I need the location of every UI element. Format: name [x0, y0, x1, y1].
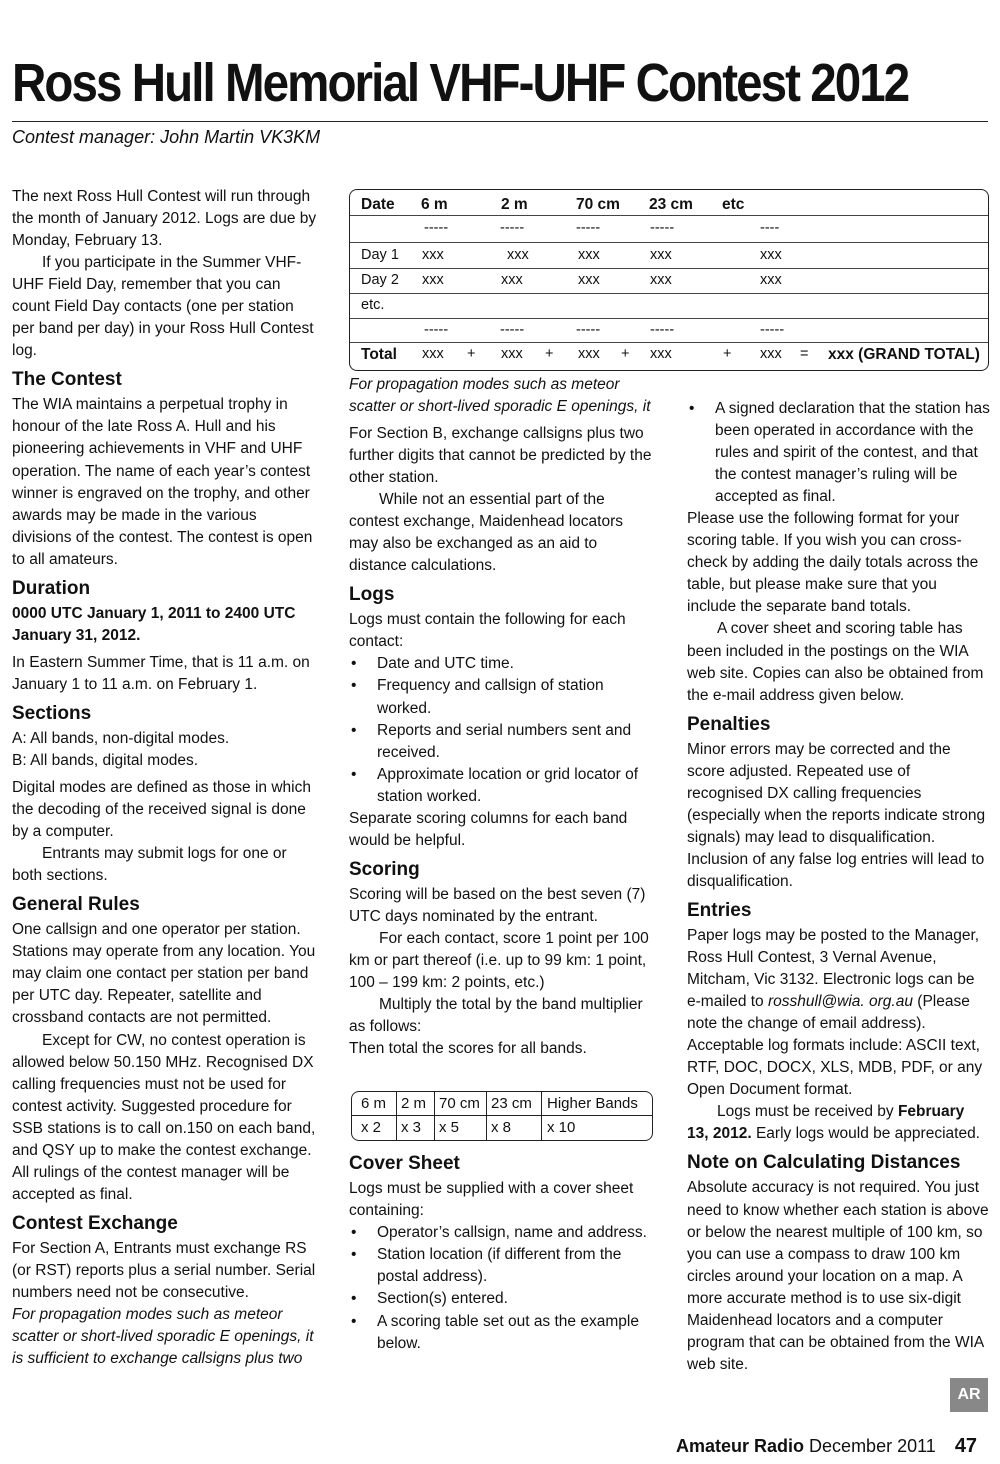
section-heading: Penalties — [687, 713, 771, 735]
equals-sign: = — [800, 346, 809, 362]
dash: ----- — [576, 220, 601, 236]
cell-value: xxx — [507, 247, 529, 263]
section-heading: General Rules — [12, 894, 140, 916]
body-paragraph: Please use the following format for your scoring table. If you wish you can cross-check by adding the daily totals across the table, but please make sure that you include the separate band totals. — [687, 510, 979, 616]
body-paragraph: Then total the scores for all bands. — [349, 1040, 587, 1058]
bullet-icon: • — [689, 400, 695, 417]
table-rule — [350, 215, 988, 216]
logs-list — [349, 653, 654, 807]
italic-paragraph-continued — [349, 374, 654, 418]
cell-value: xxx — [501, 272, 523, 288]
list-item-text: Station location (if different from the postal address). — [377, 1246, 622, 1286]
plus-sign: + — [467, 346, 476, 362]
list-item — [349, 764, 654, 808]
body-paragraph: For Section A, Entrants must exchange RS (or RST) reports plus a serial number. Serial numbers need not be consecutive. — [12, 1239, 316, 1301]
body-paragraph: Minor errors may be corrected and the score adjusted. Repeated use of recognised DX calling frequencies (especially when the reports indicate strong signals) may lead to disqualification. Inclusion of any false log entries will lead to disqualification. — [687, 740, 986, 890]
plus-sign: + — [545, 346, 554, 362]
list-item-text: Approximate location or grid locator of station worked. — [377, 765, 639, 805]
list-item-text: Operator’s callsign, name and address. — [377, 1224, 647, 1242]
issue-date: December 2011 — [809, 1436, 936, 1456]
column-2 — [349, 376, 654, 1355]
grand-total: xxx (GRAND TOTAL) — [828, 346, 980, 363]
body-paragraph: Absolute accuracy is not required. You just need to know whether each station is above or below the nearest multiple of 100 km, so you can use a compass to draw 100 km circles around your location on a map. A more accurate method is to use six-digit Maidenhead locators and a computer program that can be obtained from the WIA web site. — [687, 1179, 989, 1373]
table-divider — [541, 1092, 542, 1140]
body-paragraph: Scoring will be based on the best seven (7) UTC days nominated by the entrant. — [349, 885, 646, 925]
body-paragraph: In Eastern Summer Time, that is 11 a.m. on January 1 to 11 a.m. on February 1. — [12, 653, 310, 693]
scoring-table-example — [349, 189, 989, 371]
dash: ----- — [576, 322, 601, 338]
body-paragraph: Logs must be supplied with a cover sheet containing: — [349, 1180, 634, 1220]
band-header: 2 m — [401, 1095, 427, 1112]
cell-value: xxx — [422, 247, 444, 263]
score-table-row-total — [350, 344, 988, 368]
band-header: Higher Bands — [547, 1095, 638, 1112]
list-item — [349, 653, 654, 675]
dash: ----- — [424, 220, 449, 236]
list-item — [349, 1244, 654, 1288]
section-heading: Note on Calculating Distances — [687, 1152, 961, 1174]
article-subtitle: Contest manager: John Martin VK3KM — [12, 127, 321, 147]
section-heading: Cover Sheet — [349, 1153, 460, 1175]
score-table-row-day2 — [350, 270, 988, 294]
band-multiplier-table — [351, 1091, 653, 1141]
table-divider — [396, 1092, 397, 1140]
bullet-icon: • — [351, 1246, 357, 1264]
row-label: etc. — [361, 297, 385, 313]
bullet-icon: • — [351, 1224, 357, 1242]
body-paragraph: The WIA maintains a perpetual trophy in honour of the late Ross A. Hull and his pioneering achievements in VHF and UHF operation. The name of each year’s contest winner is engraved on the trophy, and other awards may be made in the various divisions of the contest. The contest is open to all amateurs. — [12, 396, 313, 568]
dash: ----- — [500, 322, 525, 338]
band-header: 6 m — [361, 1095, 387, 1112]
band-multiplier: x 10 — [547, 1119, 576, 1136]
cover-sheet-list — [349, 1222, 654, 1354]
table-rule — [350, 318, 988, 319]
header-date: Date — [361, 196, 395, 213]
entries-text: Paper logs may be posted to the Manager, Ross Hull Contest, 3 Vernal Avenue, Mitcham, Vic 3132. Electronic logs can be e-mailed to — [687, 926, 980, 1011]
table-divider — [486, 1092, 487, 1140]
bullet-icon: • — [351, 765, 357, 783]
list-item-text: Reports and serial numbers sent and received. — [377, 721, 632, 761]
dash-row — [350, 320, 988, 344]
cell-value: xxx — [650, 247, 672, 263]
dash: ---- — [760, 220, 780, 236]
list-item — [349, 675, 654, 719]
bullet-icon: • — [351, 721, 357, 739]
list-item-text: A scoring table set out as the example below. — [377, 1312, 639, 1352]
section-heading: Sections — [12, 702, 92, 724]
row-label: Total — [361, 346, 397, 363]
cell-value: xxx — [760, 247, 782, 263]
table-divider — [434, 1092, 435, 1140]
band-header: 23 cm — [491, 1095, 532, 1112]
band-header: 70 cm — [439, 1095, 480, 1112]
deadline-date: February 13, 2012. — [687, 1103, 965, 1143]
cell-value: xxx — [578, 247, 600, 263]
italic-paragraph: For propagation modes such as meteor scatter or short-lived sporadic E openings, it is sufficient to exchange callsigns plus two — [12, 1306, 314, 1368]
page-footer — [676, 1435, 977, 1458]
body-paragraph: Logs must contain the following for each contact: — [349, 611, 626, 651]
row-label: Day 1 — [361, 247, 399, 263]
header-2m: 2 m — [501, 196, 528, 213]
body-paragraph: For Section B, exchange callsigns plus two further digits that cannot be predicted by the other station. — [349, 425, 652, 487]
body-paragraph: A cover sheet and scoring table has been included in the postings on the WIA web site. Copies can also be obtained from the e-mail address given below. — [687, 620, 984, 704]
section-heading: The Contest — [12, 369, 122, 391]
section-heading: Logs — [349, 584, 395, 606]
dash: ----- — [424, 322, 449, 338]
title-rule — [12, 121, 988, 122]
header-70cm: 70 cm — [576, 196, 620, 213]
header-6m: 6 m — [421, 196, 448, 213]
cover-sheet-list-continued — [687, 398, 990, 508]
cell-value: xxx — [650, 272, 672, 288]
entries-text: Early logs would be appreciated. — [755, 1125, 980, 1143]
dash: ----- — [650, 220, 675, 236]
list-item-text: Section(s) entered. — [377, 1290, 508, 1308]
entries-text: (Please note the change of email address). Acceptable log formats include: ASCII text, RTF, DOC, DOCX, XLS, MDB, PDF, or any Open Document format. — [687, 993, 983, 1099]
body-paragraph: Except for CW, no contest operation is allowed below 50.150 MHz. Recognised DX calling frequencies must not be used for contest activity. Suggested procedure for SSB stations is to call on.150 on each band, and QSY up to make the contest exchange. All rulings of the contest manager will be accepted as final. — [12, 1031, 316, 1203]
plus-sign: + — [621, 346, 630, 362]
cell-value: xxx — [578, 346, 600, 362]
list-item-text: A signed declaration that the station has been operated in accordance with the rules and spirit of the contest, and that the contest manager’s ruling will be accepted as final. — [715, 400, 990, 506]
body-paragraph: Entrants may submit logs for one or both sections. — [12, 845, 287, 885]
bullet-icon: • — [351, 1290, 357, 1308]
section-heading: Contest Exchange — [12, 1212, 178, 1234]
section-heading: Entries — [687, 899, 752, 921]
section-heading: Scoring — [349, 858, 420, 880]
dash: ----- — [500, 220, 525, 236]
cell-value: xxx — [760, 272, 782, 288]
body-paragraph: Multiply the total by the band multiplier as follows: — [349, 996, 643, 1036]
magazine-name: Amateur Radio — [676, 1436, 805, 1456]
cell-value: xxx — [650, 346, 672, 362]
section-b: B: All bands, digital modes. — [12, 751, 199, 769]
section-a: A: All bands, non-digital modes. — [12, 729, 230, 747]
intro-paragraph: If you participate in the Summer VHF-UHF Field Day, remember that you can count Field Day contacts (one per station per band per day) in your Ross Hull Contest log. — [12, 254, 314, 360]
column-3 — [687, 398, 990, 1376]
intro-paragraph: The next Ross Hull Contest will run through the month of January 2012. Logs are due by Monday, February 13. — [12, 188, 317, 250]
page-number: 47 — [954, 1435, 978, 1457]
band-multiplier: x 2 — [361, 1119, 382, 1136]
section-heading: Duration — [12, 577, 91, 599]
body-paragraph: One callsign and one operator per station. Stations may operate from any location. You may claim one contact per station per band per UTC day. Repeater, satellite and crossband contacts are not permitted. — [12, 921, 316, 1027]
list-item — [349, 1288, 654, 1310]
list-item — [349, 1311, 654, 1355]
table-rule — [350, 242, 988, 243]
body-paragraph: While not an essential part of the contest exchange, Maidenhead locators may also be exchanged as an aid to distance calculations. — [349, 491, 624, 575]
list-item — [349, 720, 654, 764]
article-title: Ross Hull Memorial VHF-UHF Contest 2012 — [12, 53, 909, 113]
bullet-icon: • — [351, 677, 357, 695]
table-rule — [350, 293, 988, 294]
cell-value: xxx — [422, 272, 444, 288]
band-multiplier: x 8 — [491, 1119, 512, 1136]
italic-text-continued: For propagation modes such as meteor scatter or short-lived sporadic E openings, it — [349, 376, 651, 416]
table-rule — [350, 342, 988, 343]
cell-value: xxx — [760, 346, 782, 362]
list-item — [349, 1222, 654, 1244]
header-23cm: 23 cm — [649, 196, 693, 213]
bullet-icon: • — [351, 1312, 357, 1330]
dash-row — [350, 218, 988, 242]
body-paragraph: For each contact, score 1 point per 100 km or part thereof (i.e. up to 99 km: 1 point, 100 – 199 km: 2 points, etc.) — [349, 929, 649, 992]
cell-value: xxx — [422, 346, 444, 362]
column-1 — [12, 186, 317, 1370]
email-address: rosshull@wia. org.au — [768, 993, 913, 1011]
ar-logo: AR — [950, 1378, 988, 1412]
bullet-icon: • — [351, 655, 357, 673]
body-paragraph — [687, 925, 990, 1101]
body-paragraph: Separate scoring columns for each band would be helpful. — [349, 809, 628, 849]
dash: ----- — [760, 322, 785, 338]
score-table-row-day1 — [350, 245, 988, 269]
list-item-text: Date and UTC time. — [377, 655, 514, 673]
list-item — [687, 398, 990, 508]
header-etc: etc — [722, 196, 745, 213]
dash: ----- — [650, 322, 675, 338]
body-paragraph — [687, 1101, 990, 1145]
row-label: Day 2 — [361, 272, 399, 288]
plus-sign: + — [723, 346, 732, 362]
score-table-row-etc — [350, 295, 988, 319]
body-paragraph: Digital modes are defined as those in which the decoding of the received signal is done by a computer. — [12, 779, 311, 841]
cell-value: xxx — [501, 346, 523, 362]
table-rule — [350, 268, 988, 269]
list-item-text: Frequency and callsign of station worked. — [377, 677, 604, 717]
cell-value: xxx — [578, 272, 600, 288]
duration-dates: 0000 UTC January 1, 2011 to 2400 UTC January 31, 2012. — [12, 604, 296, 644]
band-multiplier: x 5 — [439, 1119, 460, 1136]
band-multiplier: x 3 — [401, 1119, 422, 1136]
entries-text: Logs must be received by — [717, 1103, 894, 1121]
